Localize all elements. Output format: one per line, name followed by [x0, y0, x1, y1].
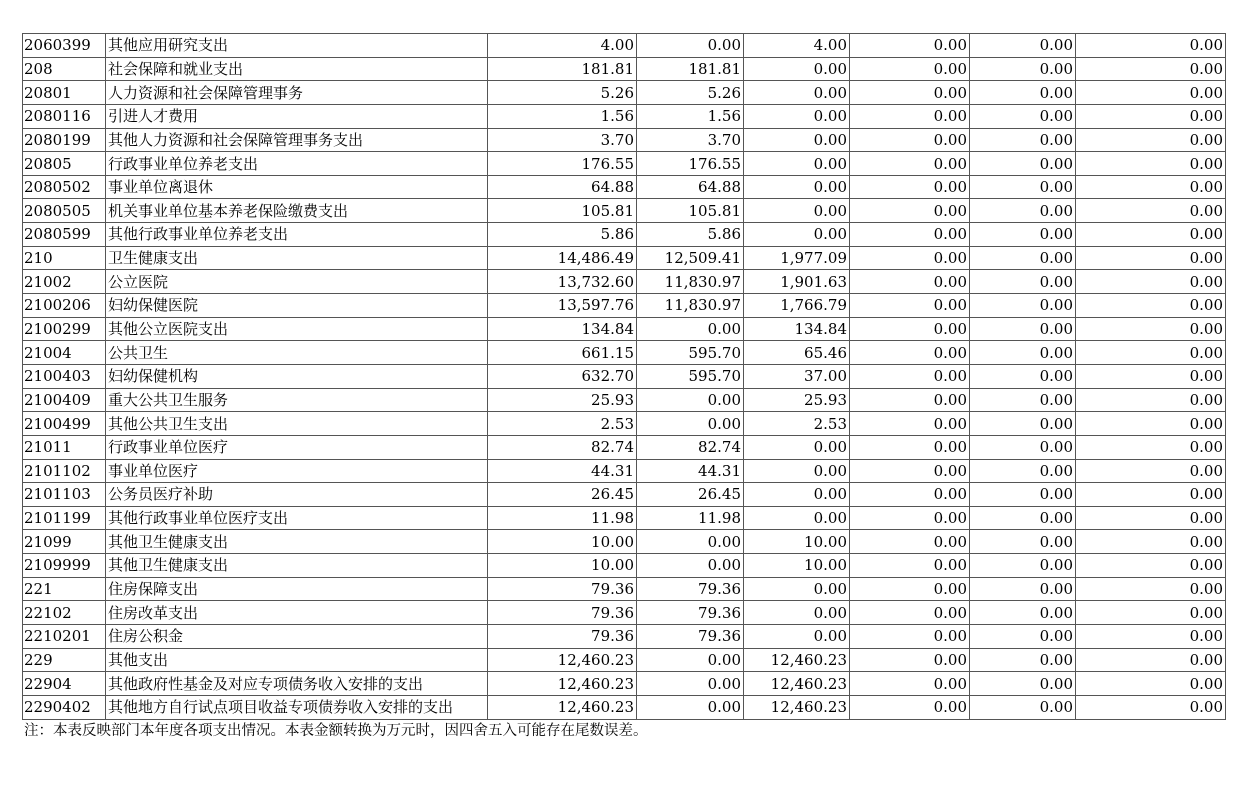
business-unit-cell: 0.00	[850, 459, 970, 483]
project-expenditure-cell: 4.00	[744, 34, 850, 58]
business-unit-cell: 0.00	[850, 695, 970, 719]
subject-name-cell: 卫生健康支出	[106, 246, 488, 270]
subsidy-cell: 0.00	[1076, 152, 1226, 176]
project-expenditure-cell: 0.00	[744, 175, 850, 199]
table-row	[23, 412, 1226, 436]
total-cell: 82.74	[488, 435, 637, 459]
operating-cell: 0.00	[970, 554, 1076, 578]
subsidy-cell: 0.00	[1076, 104, 1226, 128]
subject-name-cell: 妇幼保健机构	[106, 364, 488, 388]
project-expenditure-cell: 1,901.63	[744, 270, 850, 294]
operating-cell: 0.00	[970, 152, 1076, 176]
total-cell: 44.31	[488, 459, 637, 483]
business-unit-cell: 0.00	[850, 530, 970, 554]
project-expenditure-cell: 1,766.79	[744, 294, 850, 318]
business-unit-cell: 0.00	[850, 672, 970, 696]
operating-cell: 0.00	[970, 625, 1076, 649]
subsidy-cell: 0.00	[1076, 412, 1226, 436]
total-cell: 105.81	[488, 199, 637, 223]
total-cell: 3.70	[488, 128, 637, 152]
operating-cell: 0.00	[970, 246, 1076, 270]
business-unit-cell: 0.00	[850, 246, 970, 270]
operating-cell: 0.00	[970, 175, 1076, 199]
basic-expenditure-cell: 0.00	[637, 34, 744, 58]
business-unit-cell: 0.00	[850, 128, 970, 152]
subject-name-cell: 公共卫生	[106, 341, 488, 365]
basic-expenditure-cell: 12,509.41	[637, 246, 744, 270]
basic-expenditure-cell: 11,830.97	[637, 294, 744, 318]
subject-name-cell: 妇幼保健医院	[106, 294, 488, 318]
subject-code-cell: 221	[23, 577, 106, 601]
subject-name-cell: 其他公立医院支出	[106, 317, 488, 341]
total-cell: 134.84	[488, 317, 637, 341]
subsidy-cell: 0.00	[1076, 81, 1226, 105]
subsidy-cell: 0.00	[1076, 175, 1226, 199]
total-cell: 12,460.23	[488, 648, 637, 672]
project-expenditure-cell: 65.46	[744, 341, 850, 365]
subject-name-cell: 其他政府性基金及对应专项债务收入安排的支出	[106, 672, 488, 696]
table-row	[23, 341, 1226, 365]
operating-cell: 0.00	[970, 104, 1076, 128]
subsidy-cell: 0.00	[1076, 388, 1226, 412]
total-cell: 2.53	[488, 412, 637, 436]
total-cell: 79.36	[488, 577, 637, 601]
project-expenditure-cell: 0.00	[744, 57, 850, 81]
operating-cell: 0.00	[970, 412, 1076, 436]
operating-cell: 0.00	[970, 648, 1076, 672]
basic-expenditure-cell: 0.00	[637, 530, 744, 554]
business-unit-cell: 0.00	[850, 435, 970, 459]
operating-cell: 0.00	[970, 341, 1076, 365]
project-expenditure-cell: 10.00	[744, 554, 850, 578]
table-row	[23, 104, 1226, 128]
subject-code-cell: 2100299	[23, 317, 106, 341]
subject-name-cell: 重大公共卫生服务	[106, 388, 488, 412]
basic-expenditure-cell: 1.56	[637, 104, 744, 128]
subject-name-cell: 其他人力资源和社会保障管理事务支出	[106, 128, 488, 152]
subject-code-cell: 2101103	[23, 483, 106, 507]
subsidy-cell: 0.00	[1076, 459, 1226, 483]
basic-expenditure-cell: 26.45	[637, 483, 744, 507]
subject-name-cell: 住房改革支出	[106, 601, 488, 625]
business-unit-cell: 0.00	[850, 175, 970, 199]
operating-cell: 0.00	[970, 270, 1076, 294]
basic-expenditure-cell: 176.55	[637, 152, 744, 176]
operating-cell: 0.00	[970, 577, 1076, 601]
business-unit-cell: 0.00	[850, 199, 970, 223]
total-cell: 64.88	[488, 175, 637, 199]
business-unit-cell: 0.00	[850, 270, 970, 294]
operating-cell: 0.00	[970, 317, 1076, 341]
project-expenditure-cell: 12,460.23	[744, 648, 850, 672]
subject-code-cell: 2080599	[23, 223, 106, 247]
subsidy-cell: 0.00	[1076, 34, 1226, 58]
business-unit-cell: 0.00	[850, 601, 970, 625]
table-row	[23, 483, 1226, 507]
project-expenditure-cell: 0.00	[744, 625, 850, 649]
subject-name-cell: 公立医院	[106, 270, 488, 294]
total-cell: 12,460.23	[488, 695, 637, 719]
project-expenditure-cell: 0.00	[744, 223, 850, 247]
business-unit-cell: 0.00	[850, 577, 970, 601]
table-row	[23, 695, 1226, 719]
business-unit-cell: 0.00	[850, 412, 970, 436]
subsidy-cell: 0.00	[1076, 435, 1226, 459]
subsidy-cell: 0.00	[1076, 128, 1226, 152]
subject-code-cell: 21004	[23, 341, 106, 365]
business-unit-cell: 0.00	[850, 388, 970, 412]
operating-cell: 0.00	[970, 364, 1076, 388]
subject-name-cell: 其他行政事业单位医疗支出	[106, 506, 488, 530]
subject-name-cell: 事业单位医疗	[106, 459, 488, 483]
total-cell: 4.00	[488, 34, 637, 58]
table-row	[23, 388, 1226, 412]
basic-expenditure-cell: 3.70	[637, 128, 744, 152]
operating-cell: 0.00	[970, 459, 1076, 483]
total-cell: 25.93	[488, 388, 637, 412]
project-expenditure-cell: 0.00	[744, 128, 850, 152]
table-row	[23, 672, 1226, 696]
basic-expenditure-cell: 5.26	[637, 81, 744, 105]
project-expenditure-cell: 0.00	[744, 152, 850, 176]
project-expenditure-cell: 1,977.09	[744, 246, 850, 270]
total-cell: 26.45	[488, 483, 637, 507]
subject-name-cell: 行政事业单位养老支出	[106, 152, 488, 176]
subject-code-cell: 21002	[23, 270, 106, 294]
business-unit-cell: 0.00	[850, 57, 970, 81]
total-cell: 5.26	[488, 81, 637, 105]
total-cell: 13,732.60	[488, 270, 637, 294]
project-expenditure-cell: 10.00	[744, 530, 850, 554]
subject-code-cell: 21011	[23, 435, 106, 459]
project-expenditure-cell: 0.00	[744, 506, 850, 530]
subject-code-cell: 2290402	[23, 695, 106, 719]
basic-expenditure-cell: 82.74	[637, 435, 744, 459]
project-expenditure-cell: 37.00	[744, 364, 850, 388]
business-unit-cell: 0.00	[850, 648, 970, 672]
business-unit-cell: 0.00	[850, 554, 970, 578]
basic-expenditure-cell: 181.81	[637, 57, 744, 81]
subsidy-cell: 0.00	[1076, 199, 1226, 223]
basic-expenditure-cell: 0.00	[637, 695, 744, 719]
subject-code-cell: 2101102	[23, 459, 106, 483]
subsidy-cell: 0.00	[1076, 506, 1226, 530]
operating-cell: 0.00	[970, 695, 1076, 719]
subsidy-cell: 0.00	[1076, 672, 1226, 696]
subject-name-cell: 住房公积金	[106, 625, 488, 649]
subject-name-cell: 人力资源和社会保障管理事务	[106, 81, 488, 105]
project-expenditure-cell: 12,460.23	[744, 672, 850, 696]
subject-code-cell: 2100499	[23, 412, 106, 436]
operating-cell: 0.00	[970, 483, 1076, 507]
subject-name-cell: 其他应用研究支出	[106, 34, 488, 58]
subject-name-cell: 其他卫生健康支出	[106, 554, 488, 578]
table-body	[23, 34, 1226, 720]
subsidy-cell: 0.00	[1076, 530, 1226, 554]
subject-code-cell: 2080116	[23, 104, 106, 128]
basic-expenditure-cell: 0.00	[637, 648, 744, 672]
business-unit-cell: 0.00	[850, 506, 970, 530]
subsidy-cell: 0.00	[1076, 364, 1226, 388]
subsidy-cell: 0.00	[1076, 648, 1226, 672]
operating-cell: 0.00	[970, 223, 1076, 247]
subject-code-cell: 2100403	[23, 364, 106, 388]
business-unit-cell: 0.00	[850, 294, 970, 318]
operating-cell: 0.00	[970, 601, 1076, 625]
operating-cell: 0.00	[970, 672, 1076, 696]
basic-expenditure-cell: 595.70	[637, 364, 744, 388]
total-cell: 11.98	[488, 506, 637, 530]
table-row	[23, 81, 1226, 105]
subject-code-cell: 229	[23, 648, 106, 672]
project-expenditure-cell: 2.53	[744, 412, 850, 436]
operating-cell: 0.00	[970, 388, 1076, 412]
operating-cell: 0.00	[970, 506, 1076, 530]
subsidy-cell: 0.00	[1076, 317, 1226, 341]
subsidy-cell: 0.00	[1076, 625, 1226, 649]
table-row	[23, 530, 1226, 554]
project-expenditure-cell: 0.00	[744, 435, 850, 459]
total-cell: 12,460.23	[488, 672, 637, 696]
subject-code-cell: 2210201	[23, 625, 106, 649]
subsidy-cell: 0.00	[1076, 341, 1226, 365]
operating-cell: 0.00	[970, 199, 1076, 223]
business-unit-cell: 0.00	[850, 34, 970, 58]
operating-cell: 0.00	[970, 435, 1076, 459]
expenditure-table	[22, 33, 1226, 720]
project-expenditure-cell: 134.84	[744, 317, 850, 341]
table-row	[23, 223, 1226, 247]
business-unit-cell: 0.00	[850, 625, 970, 649]
basic-expenditure-cell: 0.00	[637, 412, 744, 436]
table-row	[23, 364, 1226, 388]
subject-code-cell: 208	[23, 57, 106, 81]
subsidy-cell: 0.00	[1076, 483, 1226, 507]
project-expenditure-cell: 0.00	[744, 459, 850, 483]
table-row	[23, 601, 1226, 625]
subject-code-cell: 21099	[23, 530, 106, 554]
subject-name-cell: 事业单位离退休	[106, 175, 488, 199]
basic-expenditure-cell: 79.36	[637, 625, 744, 649]
subject-code-cell: 2080199	[23, 128, 106, 152]
table-row	[23, 294, 1226, 318]
business-unit-cell: 0.00	[850, 364, 970, 388]
total-cell: 10.00	[488, 554, 637, 578]
table-row	[23, 199, 1226, 223]
subject-code-cell: 22904	[23, 672, 106, 696]
table-row	[23, 648, 1226, 672]
subject-name-cell: 机关事业单位基本养老保险缴费支出	[106, 199, 488, 223]
table-row	[23, 317, 1226, 341]
project-expenditure-cell: 0.00	[744, 577, 850, 601]
operating-cell: 0.00	[970, 81, 1076, 105]
subject-name-cell: 公务员医疗补助	[106, 483, 488, 507]
table-row	[23, 270, 1226, 294]
subsidy-cell: 0.00	[1076, 57, 1226, 81]
business-unit-cell: 0.00	[850, 341, 970, 365]
table-row	[23, 577, 1226, 601]
business-unit-cell: 0.00	[850, 152, 970, 176]
project-expenditure-cell: 25.93	[744, 388, 850, 412]
basic-expenditure-cell: 0.00	[637, 317, 744, 341]
subject-code-cell: 210	[23, 246, 106, 270]
total-cell: 176.55	[488, 152, 637, 176]
total-cell: 5.86	[488, 223, 637, 247]
basic-expenditure-cell: 0.00	[637, 672, 744, 696]
subject-name-cell: 住房保障支出	[106, 577, 488, 601]
basic-expenditure-cell: 0.00	[637, 388, 744, 412]
business-unit-cell: 0.00	[850, 223, 970, 247]
subsidy-cell: 0.00	[1076, 695, 1226, 719]
operating-cell: 0.00	[970, 294, 1076, 318]
total-cell: 79.36	[488, 601, 637, 625]
total-cell: 1.56	[488, 104, 637, 128]
table-row	[23, 246, 1226, 270]
subject-name-cell: 社会保障和就业支出	[106, 57, 488, 81]
table-row	[23, 34, 1226, 58]
table-row	[23, 152, 1226, 176]
basic-expenditure-cell: 79.36	[637, 577, 744, 601]
project-expenditure-cell: 12,460.23	[744, 695, 850, 719]
subsidy-cell: 0.00	[1076, 294, 1226, 318]
subject-name-cell: 其他公共卫生支出	[106, 412, 488, 436]
project-expenditure-cell: 0.00	[744, 81, 850, 105]
subsidy-cell: 0.00	[1076, 270, 1226, 294]
subject-name-cell: 其他行政事业单位养老支出	[106, 223, 488, 247]
subsidy-cell: 0.00	[1076, 577, 1226, 601]
business-unit-cell: 0.00	[850, 104, 970, 128]
table-row	[23, 459, 1226, 483]
table-row	[23, 625, 1226, 649]
total-cell: 79.36	[488, 625, 637, 649]
total-cell: 10.00	[488, 530, 637, 554]
subject-code-cell: 2109999	[23, 554, 106, 578]
basic-expenditure-cell: 5.86	[637, 223, 744, 247]
basic-expenditure-cell: 64.88	[637, 175, 744, 199]
subject-code-cell: 2101199	[23, 506, 106, 530]
operating-cell: 0.00	[970, 128, 1076, 152]
total-cell: 14,486.49	[488, 246, 637, 270]
subject-name-cell: 其他卫生健康支出	[106, 530, 488, 554]
basic-expenditure-cell: 44.31	[637, 459, 744, 483]
total-cell: 181.81	[488, 57, 637, 81]
basic-expenditure-cell: 11.98	[637, 506, 744, 530]
basic-expenditure-cell: 595.70	[637, 341, 744, 365]
subject-code-cell: 20805	[23, 152, 106, 176]
operating-cell: 0.00	[970, 57, 1076, 81]
subject-name-cell: 其他地方自行试点项目收益专项债券收入安排的支出	[106, 695, 488, 719]
business-unit-cell: 0.00	[850, 81, 970, 105]
basic-expenditure-cell: 79.36	[637, 601, 744, 625]
project-expenditure-cell: 0.00	[744, 601, 850, 625]
table-row	[23, 57, 1226, 81]
project-expenditure-cell: 0.00	[744, 483, 850, 507]
subject-code-cell: 2100206	[23, 294, 106, 318]
subject-name-cell: 行政事业单位医疗	[106, 435, 488, 459]
table-row	[23, 554, 1226, 578]
basic-expenditure-cell: 0.00	[637, 554, 744, 578]
project-expenditure-cell: 0.00	[744, 199, 850, 223]
basic-expenditure-cell: 11,830.97	[637, 270, 744, 294]
subject-name-cell: 其他支出	[106, 648, 488, 672]
subsidy-cell: 0.00	[1076, 223, 1226, 247]
subject-code-cell: 2100409	[23, 388, 106, 412]
operating-cell: 0.00	[970, 34, 1076, 58]
table-row	[23, 128, 1226, 152]
total-cell: 632.70	[488, 364, 637, 388]
subject-code-cell: 2080502	[23, 175, 106, 199]
subject-name-cell: 引进人才费用	[106, 104, 488, 128]
subject-code-cell: 22102	[23, 601, 106, 625]
subsidy-cell: 0.00	[1076, 554, 1226, 578]
operating-cell: 0.00	[970, 530, 1076, 554]
total-cell: 13,597.76	[488, 294, 637, 318]
table-footnote: 注：本表反映部门本年度各项支出情况。本表金额转换为万元时，因四舍五入可能存在尾数误差。	[24, 723, 648, 739]
business-unit-cell: 0.00	[850, 483, 970, 507]
table-row	[23, 506, 1226, 530]
subject-code-cell: 2080505	[23, 199, 106, 223]
subsidy-cell: 0.00	[1076, 601, 1226, 625]
table-row	[23, 435, 1226, 459]
table-row	[23, 175, 1226, 199]
business-unit-cell: 0.00	[850, 317, 970, 341]
basic-expenditure-cell: 105.81	[637, 199, 744, 223]
subject-code-cell: 20801	[23, 81, 106, 105]
subject-code-cell: 2060399	[23, 34, 106, 58]
total-cell: 661.15	[488, 341, 637, 365]
subsidy-cell: 0.00	[1076, 246, 1226, 270]
project-expenditure-cell: 0.00	[744, 104, 850, 128]
